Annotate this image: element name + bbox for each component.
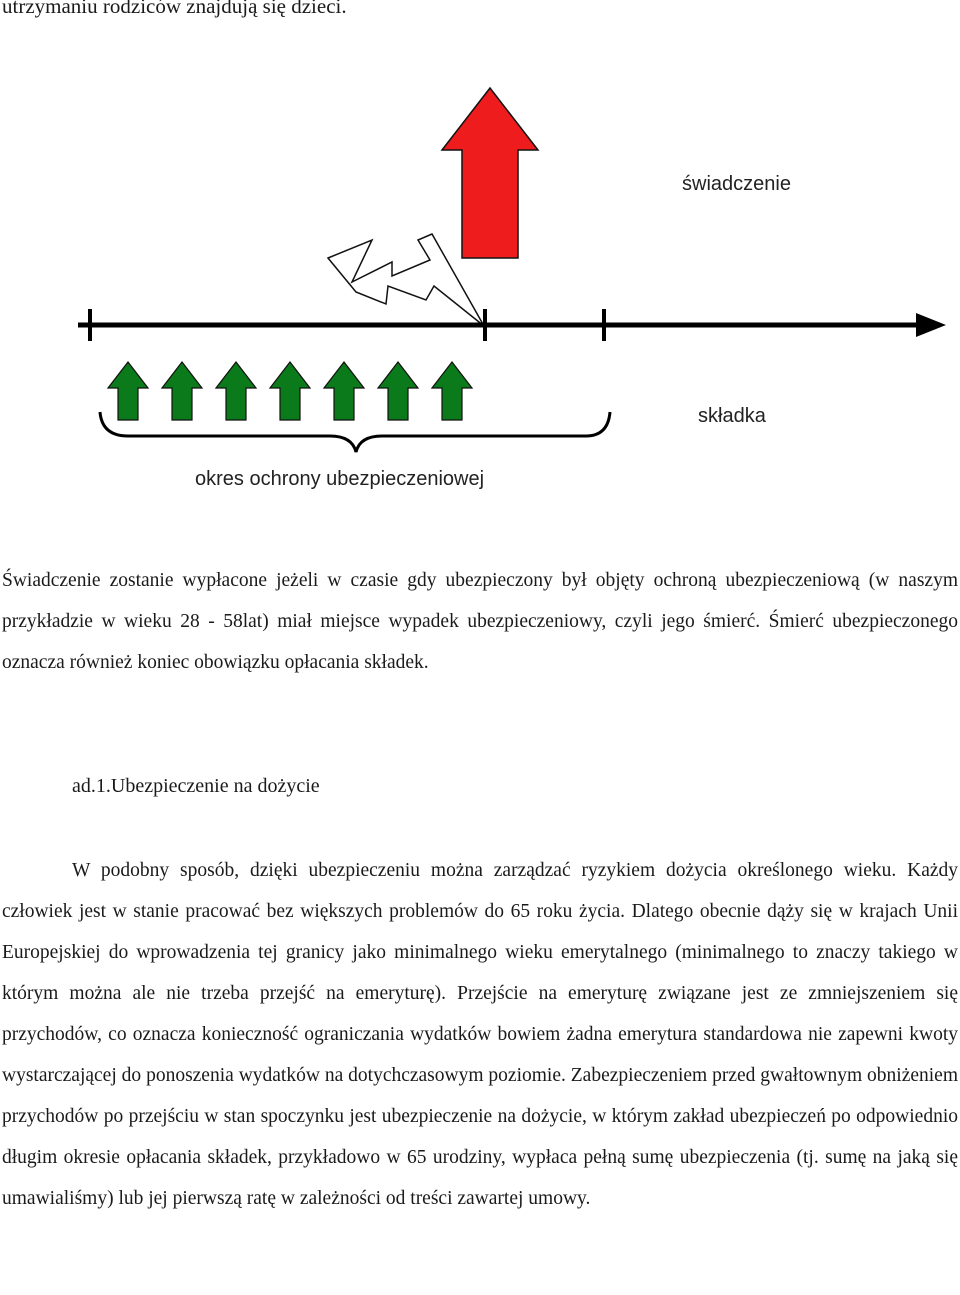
premium-arrows-group [108, 362, 472, 420]
premium-arrow [270, 362, 310, 420]
paragraph-endowment: W podobny sposób, dzięki ubezpieczeniu można zarządzać ryzykiem dożycia określonego wieku. Każdy człowiek jest w stanie pracować bez większych problemów do 65 roku życia. Dlatego obecnie dąży się w krajach Unii Europejskiej do wprowadzenia tej granicy jako minimalnego wieku emerytalnego (minimalnego to znaczy takiego w którym można ale nie trzeba przejść na emeryturę). Przejście na emeryturę związane jest ze zmniejszeniem się przychodów, co oznacza konieczność ograniczania wydatków bowiem żadna emerytura standardowa nie zapewni kwoty wystarczającej do ponoszenia wydatków na dotychczasowym poziomie. Zabezpieczeniem przed gwałtownym obniżeniem przychodów po przejściu w stan spoczynku jest ubezpieczenie na dożycie, w którym zakład ubezpieczeń po odpowiednio długim okresie opłacania składek, przykładowo w 65 urodziny, wypłaca pełną sumę ubezpieczenia (tj. sumę na jaką się umawialiśmy) lub jej pierwszą ratę w zależności od treści zawartej umowy. [2, 860, 958, 1209]
lightning-bolt-icon [328, 234, 484, 326]
coverage-period-label: okres ochrony ubezpieczeniowej [195, 468, 485, 490]
premium-arrow [324, 362, 364, 420]
premium-label: składka [698, 405, 766, 427]
timeline-arrowhead [916, 313, 946, 337]
section-heading: ad.1.Ubezpieczenie na dożycie [72, 775, 320, 797]
benefit-label: świadczenie [682, 173, 791, 195]
premium-arrow [432, 362, 472, 420]
insurance-timeline-diagram [0, 0, 960, 520]
paragraph-death-benefit: Świadczenie zostanie wypłacone jeżeli w czasie gdy ubezpieczony był objęty ochroną ubezpieczeniową (w naszym przykładzie w wieku 28 - 58lat) miał miejsce wypadek ubezpieczeniowy, czyli jego śmierć. Śmierć ubezpieczonego oznacza również koniec obowiązku opłacania składek. [2, 570, 958, 673]
top-text-line: utrzymaniu rodziców znajdują się dzieci. [2, 0, 347, 18]
premium-arrow [216, 362, 256, 420]
premium-arrow [378, 362, 418, 420]
premium-arrow [108, 362, 148, 420]
premium-arrow [162, 362, 202, 420]
benefit-arrow [442, 88, 538, 258]
